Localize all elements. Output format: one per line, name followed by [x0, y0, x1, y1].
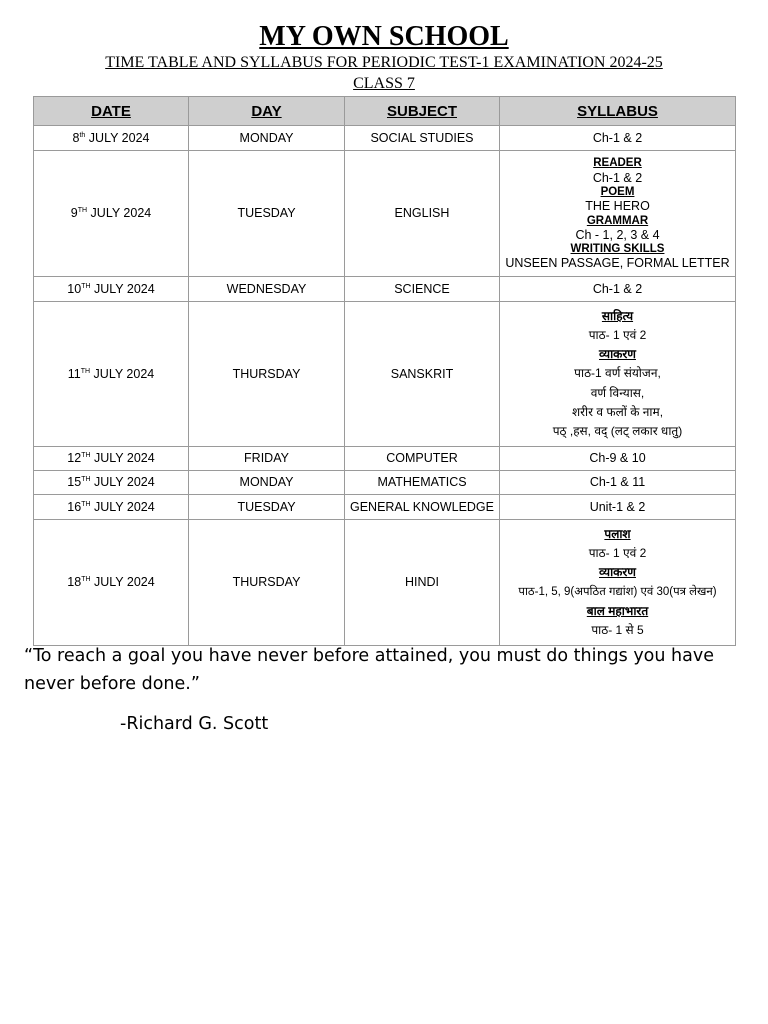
syllabus-line: पाठ-1 वर्ण संयोजन,	[574, 366, 661, 381]
table-row	[34, 495, 736, 520]
date-cell: 18TH JULY 2024	[34, 520, 189, 646]
date-cell: 11TH JULY 2024	[34, 302, 189, 447]
section-heading: साहित्य	[601, 308, 634, 323]
subject-cell: SANSKRIT	[345, 302, 500, 447]
class-label: CLASS 7	[353, 75, 415, 92]
date-cell: 9TH JULY 2024	[34, 151, 189, 277]
day-cell: FRIDAY	[189, 447, 345, 471]
subject-cell: MATHEMATICS	[345, 471, 500, 495]
syllabus-line: पाठ- 1 एवं 2	[588, 546, 647, 561]
syllabus-cell: Ch-9 & 10	[500, 447, 736, 471]
motivational-quote: “To reach a goal you have never before attained, you must do things you have never before done.”	[24, 646, 714, 694]
table-row	[34, 520, 736, 646]
syllabus-cell: Ch-1 & 11	[500, 471, 736, 495]
section-heading: GRAMMAR	[586, 214, 649, 227]
date-cell: 10TH JULY 2024	[34, 277, 189, 302]
syllabus-cell: Ch-1 & 2	[500, 126, 736, 151]
syllabus-line: UNSEEN PASSAGE, FORMAL LETTER	[505, 256, 730, 271]
table-row	[34, 471, 736, 495]
timetable	[33, 96, 736, 646]
section-heading: व्याकरण	[599, 565, 636, 580]
syllabus-cell	[500, 151, 736, 277]
table-row	[34, 151, 736, 277]
document-subtitle: TIME TABLE AND SYLLABUS FOR PERIODIC TEST-1 EXAMINATION 2024-25	[105, 54, 663, 71]
section-heading: READER	[593, 157, 642, 170]
syllabus-line: THE HERO	[585, 199, 650, 214]
header-subject: SUBJECT	[345, 97, 500, 126]
day-cell: TUESDAY	[189, 151, 345, 277]
date-cell: 16TH JULY 2024	[34, 495, 189, 520]
date-cell: 15TH JULY 2024	[34, 471, 189, 495]
syllabus-line: पाठ- 1 एवं 2	[588, 327, 647, 342]
section-heading: POEM	[600, 185, 635, 198]
section-heading: WRITING SKILLS	[570, 243, 665, 256]
quote-author: -Richard G. Scott	[120, 714, 269, 734]
syllabus-line: पाठ-1, 5, 9(अपठित गद्यांश) एवं 30(पत्र लेखन)	[518, 585, 717, 598]
syllabus-cell: Unit-1 & 2	[500, 495, 736, 520]
date-cell: 8th JULY 2024	[34, 126, 189, 151]
syllabus-line: Ch - 1, 2, 3 & 4	[575, 227, 660, 242]
day-cell: THURSDAY	[189, 302, 345, 447]
date-cell: 12TH JULY 2024	[34, 447, 189, 471]
header-day: DAY	[189, 97, 345, 126]
syllabus-cell: Ch-1 & 2	[500, 277, 736, 302]
syllabus-line: पाठ- 1 से 5	[591, 622, 644, 637]
section-heading: व्याकरण	[599, 347, 636, 362]
day-cell: MONDAY	[189, 126, 345, 151]
table-row	[34, 277, 736, 302]
table-row	[34, 447, 736, 471]
subject-cell: ENGLISH	[345, 151, 500, 277]
syllabus-cell	[500, 520, 736, 646]
day-cell: THURSDAY	[189, 520, 345, 646]
subject-cell: SCIENCE	[345, 277, 500, 302]
header-date: DATE	[34, 97, 189, 126]
table-row	[34, 302, 736, 447]
header-syllabus: SYLLABUS	[500, 97, 736, 126]
subject-cell: GENERAL KNOWLEDGE	[345, 495, 500, 520]
syllabus-line: शरीर व फलों के नाम,	[571, 404, 664, 419]
syllabus-line: वर्ण विन्यास,	[590, 385, 645, 400]
school-name: MY OWN SCHOOL	[259, 21, 509, 52]
syllabus-cell	[500, 302, 736, 447]
subject-cell: COMPUTER	[345, 447, 500, 471]
day-cell: TUESDAY	[189, 495, 345, 520]
section-heading: बाल महाभारत	[586, 603, 649, 618]
subject-cell: HINDI	[345, 520, 500, 646]
subject-cell: SOCIAL STUDIES	[345, 126, 500, 151]
day-cell: WEDNESDAY	[189, 277, 345, 302]
table-header-row	[34, 97, 736, 126]
section-heading: पलाश	[604, 526, 631, 541]
table-row	[34, 126, 736, 151]
syllabus-line: पठ् ,हस, वद् (लट् लकार धातु)	[552, 424, 683, 438]
day-cell: MONDAY	[189, 471, 345, 495]
syllabus-line: Ch-1 & 2	[592, 170, 643, 185]
